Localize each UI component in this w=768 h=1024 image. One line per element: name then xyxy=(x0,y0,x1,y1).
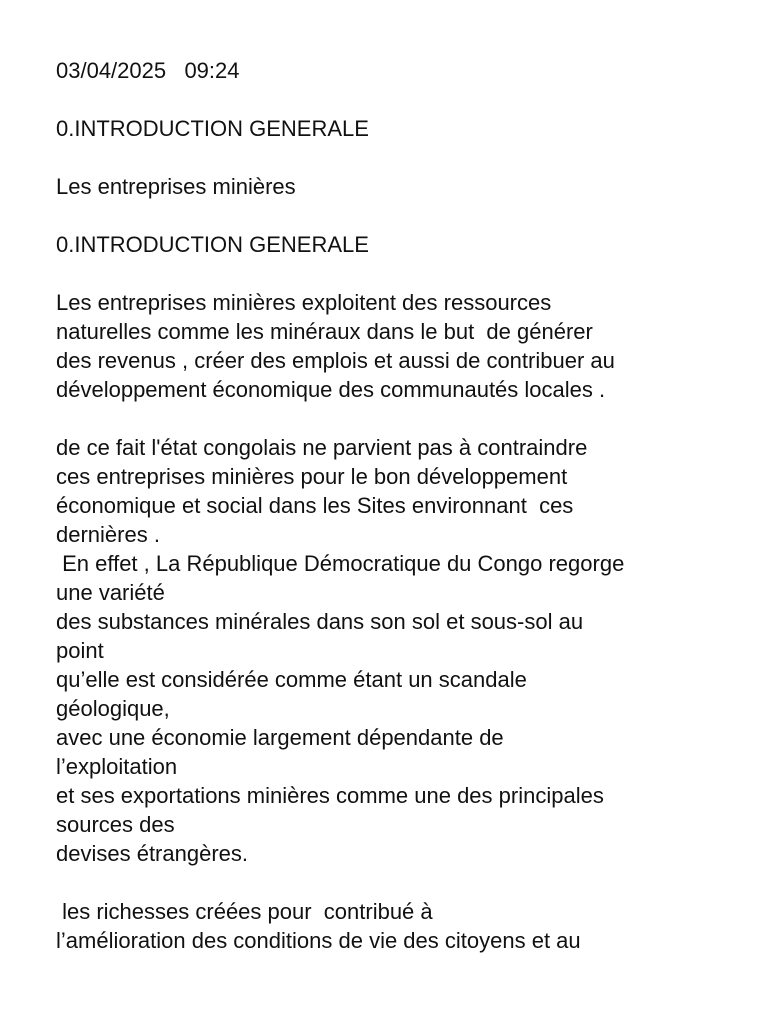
heading-introduction-repeat: 0.INTRODUCTION GENERALE xyxy=(56,232,369,257)
paragraph-line: ces entreprises minières pour le bon développement xyxy=(56,464,568,489)
paragraph-line: l’exploitation xyxy=(56,754,178,779)
paragraph-line: devises étrangères. xyxy=(56,841,248,866)
blank-line xyxy=(56,143,736,172)
paragraph-line: avec une économie largement dépendante de xyxy=(56,725,504,750)
paragraph-line: économique et social dans les Sites environnant ces xyxy=(56,493,574,518)
paragraph-line: développement économique des communautés locales . xyxy=(56,377,606,402)
blank-line xyxy=(56,868,736,897)
paragraph-line: une variété xyxy=(56,580,165,605)
heading-introduction: 0.INTRODUCTION GENERALE xyxy=(56,116,369,141)
paragraph-line: des substances minérales dans son sol et sous-sol au xyxy=(56,609,584,634)
paragraph-line: sources des xyxy=(56,812,175,837)
paragraph-line: point xyxy=(56,638,104,663)
paragraph-line: qu’elle est considérée comme étant un scandale xyxy=(56,667,527,692)
subtitle-line: Les entreprises minières xyxy=(56,174,296,199)
note-body[interactable] xyxy=(56,56,736,955)
note-timestamp: 03/04/2025 09:24 xyxy=(56,58,240,83)
paragraph-line: dernières . xyxy=(56,522,160,547)
paragraph-line: de ce fait l'état congolais ne parvient pas à contraindre xyxy=(56,435,588,460)
blank-line xyxy=(56,259,736,288)
paragraph-line: En effet , La République Démocratique du Congo regorge xyxy=(56,551,625,576)
paragraph-line: des revenus , créer des emplois et aussi de contribuer au xyxy=(56,348,615,373)
blank-line xyxy=(56,201,736,230)
paragraph-line: Les entreprises minières exploitent des ressources xyxy=(56,290,552,315)
paragraph-line: les richesses créées pour contribué à xyxy=(56,899,433,924)
paragraph-line: et ses exportations minières comme une des principales xyxy=(56,783,604,808)
blank-line xyxy=(56,85,736,114)
paragraph-line: naturelles comme les minéraux dans le but de générer xyxy=(56,319,593,344)
blank-line xyxy=(56,404,736,433)
paragraph-line: géologique, xyxy=(56,696,170,721)
paragraph-line: l’amélioration des conditions de vie des citoyens et au xyxy=(56,928,581,953)
